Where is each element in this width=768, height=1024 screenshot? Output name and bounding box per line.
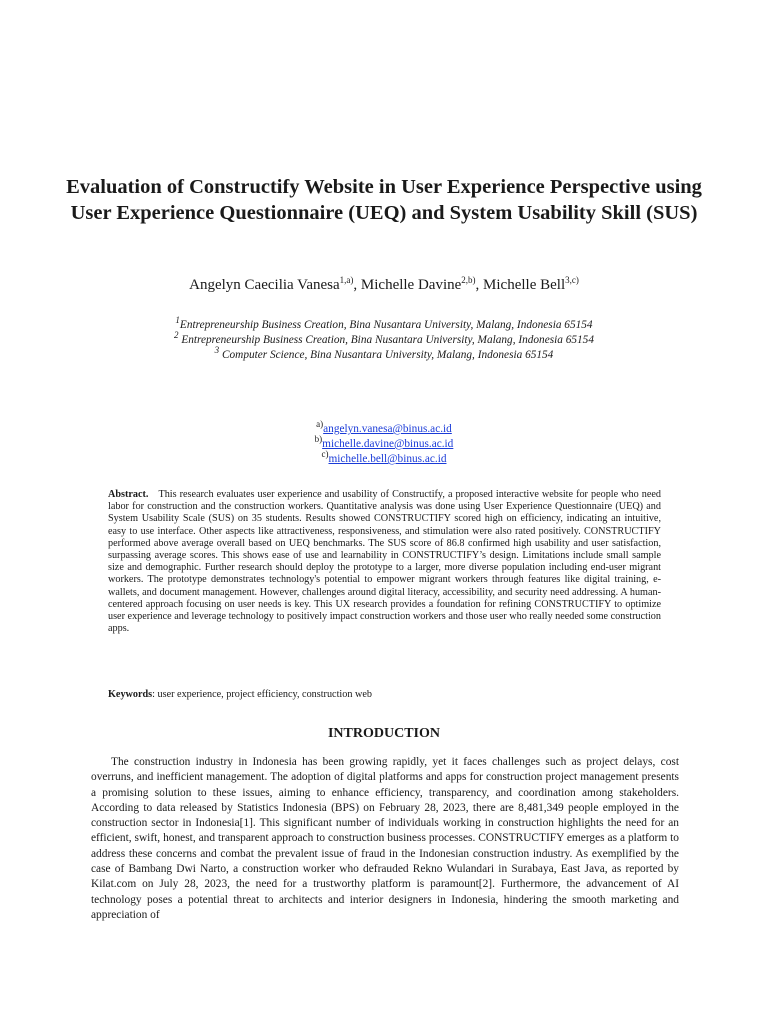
author-separator: , [475, 277, 484, 293]
keywords-text: : user experience, project efficiency, construction web [152, 689, 372, 700]
email-mark: c) [321, 449, 329, 460]
author-name: Michelle Bell [483, 277, 566, 293]
affiliation-text: Entrepreneurship Business Creation, Bina Nusantara University, Malang, Indonesia 65154 [179, 319, 593, 331]
author-affiliation-mark: 2,b) [461, 275, 476, 285]
keywords [108, 688, 661, 701]
affiliation-mark: 3 [214, 345, 220, 356]
paper-title: Evaluation of Constructify Website in User Experience Perspective using User Experience Questionnaire (UEQ) and System Usability Skill (SUS) [66, 176, 702, 224]
section-heading: INTRODUCTION [327, 726, 440, 741]
email-link[interactable]: michelle.davine@binus.ac.id [322, 438, 454, 450]
email-mark: b) [314, 434, 323, 445]
author-affiliation-mark: 1,a) [339, 275, 354, 285]
affiliation-line [60, 330, 708, 348]
author-name: Angelyn Caecilia Vanesa [189, 277, 340, 293]
affiliation-mark: 1 [175, 315, 180, 326]
affiliation-line [60, 345, 708, 363]
email-line [60, 434, 708, 452]
email-link[interactable]: angelyn.vanesa@binus.ac.id [323, 423, 452, 435]
email-list [60, 419, 708, 467]
email-mark: a) [316, 419, 324, 430]
keywords-label: Keywords [108, 689, 153, 700]
abstract-text: This research evaluates user experience and usability of Constructify, a proposed interactive website for people who need labor for construction and the construction workers. Quantitative analysis was done using User Experience Questionnaire (UEQ) and System Usability Scale (SUS) on 35 students. Results showed CONSTRUCTIFY scored high on efficiency, indicating an intuitive, easy to use interface. Other aspects like attractiveness, responsiveness, and stimulation were also rated positively. CONSTRUCTIFY performed above average overall based on UEQ benchmarks. The SUS score of 86.8 confirmed high usability and user satisfaction, surpassing average scores. This shows ease of use and learnability in CONSTRUCTIFY’s design. Limitations include small sample size and demographic. Further research should deploy the prototype to a larger, more diverse population including end-user migrant workers. The prototype demonstrates technology's potential to empower migrant workers through features like digital training, e-wallets, and document management. However, challenges around digital literacy, accessibility, and security need addressing. A human-centered approach focusing on user needs is key. This UX research provides a foundation for refining CONSTRUCTIFY to optimize user experience and leverage technology to positively impact construction workers and those user who really needed some construction apps. [108, 489, 661, 635]
affiliation-text: Computer Science, Bina Nusantara University, Malang, Indonesia 65154 [219, 349, 554, 361]
author-name: Michelle Davine [360, 277, 462, 293]
author-affiliation-mark: 3,c) [565, 275, 579, 285]
author-list [60, 275, 708, 295]
affiliation-list [60, 315, 708, 363]
affiliation-line [60, 315, 708, 333]
email-link[interactable]: michelle.bell@binus.ac.id [328, 453, 447, 465]
abstract [108, 489, 661, 635]
affiliation-text: Entrepreneurship Business Creation, Bina Nusantara University, Malang, Indonesia 65154 [178, 334, 594, 346]
affiliation-mark: 2 [174, 330, 179, 341]
abstract-label: Abstract. [108, 489, 149, 500]
email-line [60, 419, 708, 437]
introduction-paragraph: The construction industry in Indonesia has been growing rapidly, yet it faces challenges such as project delays, cost overruns, and inefficient management. The adoption of digital platforms and apps for construction project management presents a promising solution to these issues, aiming to enhance efficiency, transparency, and coordination among stakeholders. According to data released by Statistics Indonesia (BPS) on February 28, 2023, there are 8,481,349 people employed in the construction sector in Indonesia[1]. This significant number of individuals working in construction highlights the need for an efficient, swift, honest, and transparent approach to construction business processes. CONSTRUCTIFY emerges as a platform to address these concerns and combat the prevalent issue of fraud in the Indonesian construction industry. As exemplified by the case of Bambang Dwi Narto, a construction worker who defrauded Rekno Wulandari in Surabaya, East Java, as reported by Kilat.com on July 28, 2023, the need for a trustworthy platform is paramount[2]. Furthermore, the advancement of AI technology poses a potential threat to architects and interior designers in Indonesia, hindering the smooth marketing and appreciation of [91, 756, 679, 921]
author-separator: , [353, 277, 361, 293]
email-line [60, 449, 708, 467]
